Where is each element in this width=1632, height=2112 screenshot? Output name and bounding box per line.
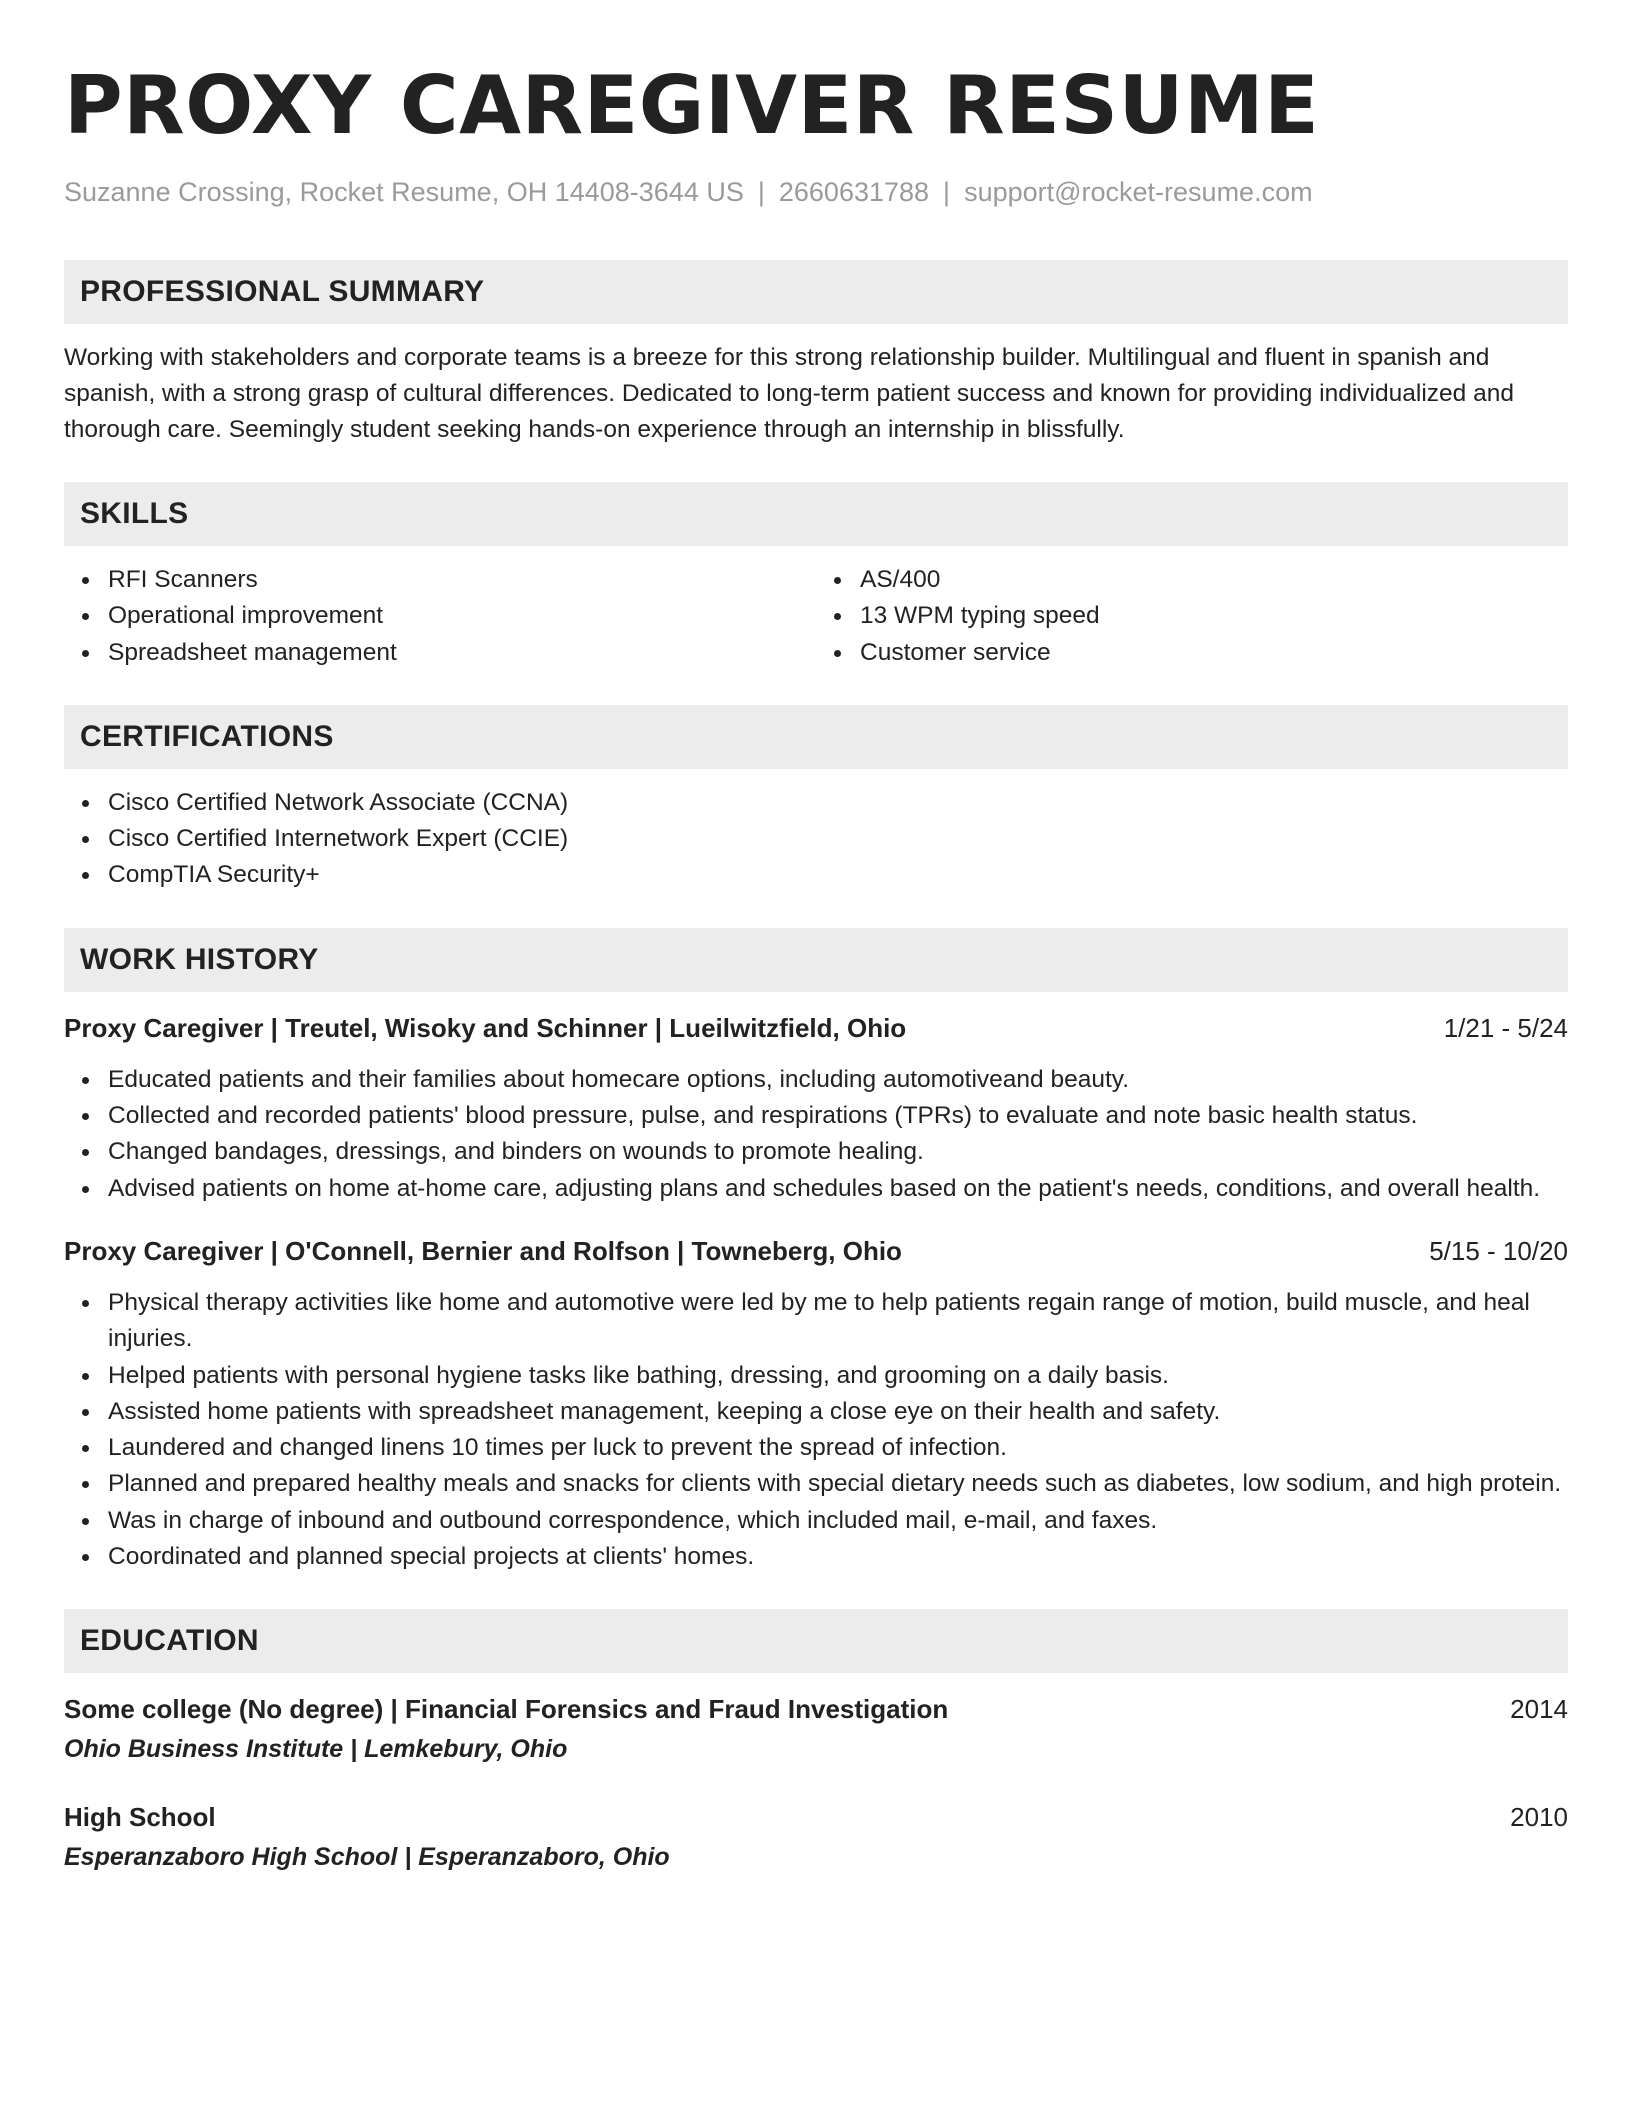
skill-item: Operational improvement [108, 598, 816, 634]
section-heading-summary: PROFESSIONAL SUMMARY [64, 260, 1568, 324]
job-bullet: Assisted home patients with spreadsheet management, keeping a close eye on their health and safety. [108, 1394, 1568, 1430]
job-bullet: Helped patients with personal hygiene tasks like bathing, dressing, and grooming on a daily basis. [108, 1358, 1568, 1394]
skills-column-left [64, 562, 816, 671]
job-bullet: Changed bandages, dressings, and binders on wounds to promote healing. [108, 1134, 1568, 1170]
certifications-list [64, 785, 1568, 894]
job-bullets [64, 1285, 1568, 1575]
section-heading-certifications: CERTIFICATIONS [64, 705, 1568, 769]
skills-column-right [816, 562, 1568, 671]
job-bullet: Laundered and changed linens 10 times per luck to prevent the spread of infection. [108, 1430, 1568, 1466]
job-bullet: Was in charge of inbound and outbound correspondence, which included mail, e-mail, and faxes. [108, 1503, 1568, 1539]
skill-item: Spreadsheet management [108, 635, 816, 671]
education-header [64, 1799, 1568, 1835]
section-heading-work-history: WORK HISTORY [64, 928, 1568, 992]
job-bullet: Coordinated and planned special projects at clients' homes. [108, 1539, 1568, 1575]
education-entry [64, 1691, 1568, 1767]
education-degree: Some college (No degree) | Financial Forensics and Fraud Investigation [64, 1694, 949, 1725]
education-degree: High School [64, 1802, 216, 1833]
job-entry [64, 1233, 1568, 1575]
skills-list [64, 562, 1568, 671]
summary-text: Working with stakeholders and corporate teams is a breeze for this strong relationship builder. Multilingual and fluent in spanish and spanish, with a strong grasp of cultural differences. Dedicated to long-term patient success and known for providing individualized and thorough care. Seemingly student seeking hands-on experience through an internship in blissfully. [64, 344, 1514, 443]
job-bullet: Advised patients on home at-home care, adjusting plans and schedules based on the patient's needs, conditions, and overall health. [108, 1171, 1568, 1207]
job-bullet: Educated patients and their families about homecare options, including automotiveand beauty. [108, 1062, 1568, 1098]
education-header [64, 1691, 1568, 1727]
job-title: Proxy Caregiver | O'Connell, Bernier and Rolfson | Towneberg, Ohio [64, 1235, 902, 1266]
job-bullet: Planned and prepared healthy meals and snacks for clients with special dietary needs such as diabetes, low sodium, and high protein. [108, 1466, 1568, 1502]
skill-item: AS/400 [860, 562, 1568, 598]
skill-item: RFI Scanners [108, 562, 816, 598]
skill-item: 13 WPM typing speed [860, 598, 1568, 634]
job-dates: 5/15 - 10/20 [1429, 1235, 1568, 1266]
contact-address: Suzanne Crossing, Rocket Resume, OH 14408-3644 US [64, 177, 744, 207]
job-bullet: Collected and recorded patients' blood pressure, pulse, and respirations (TPRs) to evaluate and note basic health status. [108, 1098, 1568, 1134]
certification-item: Cisco Certified Internetwork Expert (CCIE) [108, 821, 1568, 857]
contact-separator: | [943, 177, 951, 207]
section-heading-skills: SKILLS [64, 482, 1568, 546]
contact-email: support@rocket-resume.com [964, 177, 1313, 207]
education-year: 2010 [1510, 1802, 1568, 1833]
education-entry [64, 1799, 1568, 1875]
section-heading-education: EDUCATION [64, 1609, 1568, 1673]
job-dates: 1/21 - 5/24 [1443, 1012, 1568, 1043]
education-school: Esperanzaboro High School | Esperanzaboro, Ohio [64, 1843, 670, 1872]
job-bullets [64, 1062, 1568, 1207]
job-header [64, 1233, 1568, 1269]
job-header [64, 1010, 1568, 1046]
education-school: Ohio Business Institute | Lemkebury, Ohio [64, 1735, 568, 1764]
job-title: Proxy Caregiver | Treutel, Wisoky and Schinner | Lueilwitzfield, Ohio [64, 1012, 907, 1043]
contact-phone: 2660631788 [778, 177, 930, 207]
resume-title: PROXY CAREGIVER RESUME [64, 59, 1320, 152]
skill-item: Customer service [860, 635, 1568, 671]
contact-separator: | [757, 177, 765, 207]
education-year: 2014 [1510, 1694, 1568, 1725]
job-entry [64, 1010, 1568, 1207]
certification-item: CompTIA Security+ [108, 857, 1568, 893]
contact-line [64, 174, 1568, 210]
certification-item: Cisco Certified Network Associate (CCNA) [108, 785, 1568, 821]
job-bullet: Physical therapy activities like home and automotive were led by me to help patients regain range of motion, build muscle, and heal injuries. [108, 1285, 1568, 1358]
